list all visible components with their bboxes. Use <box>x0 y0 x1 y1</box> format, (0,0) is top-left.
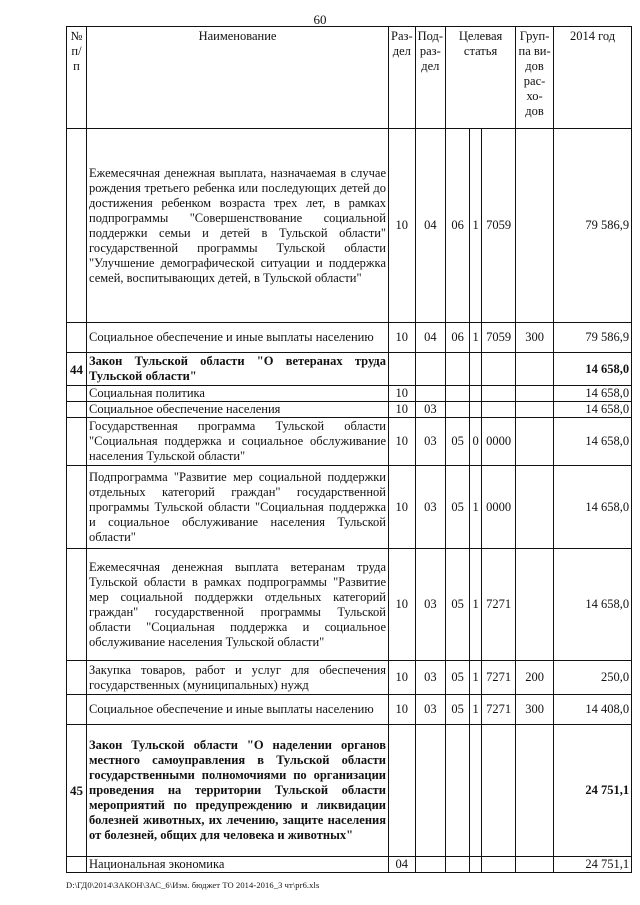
row-group <box>516 386 554 402</box>
row-num <box>67 857 87 873</box>
row-sum: 24 751,1 <box>554 725 632 857</box>
row-group <box>516 857 554 873</box>
row-sum: 79 586,9 <box>554 323 632 353</box>
header-group: Груп-па ви-дов рас-хо-дов <box>516 27 554 129</box>
page-number: 60 <box>313 12 327 27</box>
header-num: № п/п <box>67 27 87 129</box>
row-sum: 14 658,0 <box>554 353 632 386</box>
row-group <box>516 549 554 661</box>
row-name: Ежемесячная денежная выплата, назначаемая в случае рождения третьего ребенка или последующих детей до достижения ребенком возраста трех лет, в рамках подпрограммы "Совершенствование социальной поддержки семьи и детей в Тульской области" государственной программы Тульской области "Улучшение демографической ситуации и поддержка семей, воспитывающих детей, в Тульской области" <box>87 129 389 323</box>
table-row <box>67 857 632 873</box>
row-razdel: 10 <box>389 466 416 549</box>
row-name: Ежемесячная денежная выплата ветеранам труда Тульской области в рамках подпрограммы "Развитие мер социальной поддержки отдельных категорий граждан" государственной программы Тульской области "Социальная поддержка и социальное обслуживание населения Тульской области" <box>87 549 389 661</box>
row-num <box>67 418 87 466</box>
row-name: Подпрограмма "Развитие мер социальной поддержки отдельных категорий граждан" государственной программы Тульской области "Социальная поддержка и социальное обслуживание населения Тульской области" <box>87 466 389 549</box>
row-group <box>516 402 554 418</box>
row-target-direction <box>482 725 516 857</box>
row-razdel: 10 <box>389 549 416 661</box>
row-num <box>67 661 87 695</box>
row-razdel: 10 <box>389 129 416 323</box>
row-target-direction <box>482 857 516 873</box>
table-row <box>67 353 632 386</box>
row-podrazdel <box>415 386 445 402</box>
row-target-subprogram: 1 <box>470 129 482 323</box>
row-razdel: 10 <box>389 386 416 402</box>
row-target-program <box>446 386 470 402</box>
row-target-subprogram: 0 <box>470 418 482 466</box>
row-group <box>516 353 554 386</box>
row-target-subprogram <box>470 402 482 418</box>
row-target-program: 05 <box>446 549 470 661</box>
row-target-program: 05 <box>446 466 470 549</box>
row-podrazdel: 03 <box>415 402 445 418</box>
row-podrazdel: 03 <box>415 466 445 549</box>
table-row <box>67 129 632 323</box>
row-target-program: 05 <box>446 661 470 695</box>
row-target-program: 05 <box>446 695 470 725</box>
row-podrazdel <box>415 353 445 386</box>
table-row <box>67 695 632 725</box>
row-name: Закупка товаров, работ и услуг для обеспечения государственных (муниципальных) нужд <box>87 661 389 695</box>
row-podrazdel: 04 <box>415 129 445 323</box>
table-row <box>67 386 632 402</box>
row-target-subprogram: 1 <box>470 549 482 661</box>
row-num <box>67 323 87 353</box>
row-sum: 250,0 <box>554 661 632 695</box>
row-target-program <box>446 725 470 857</box>
row-target-direction: 7059 <box>482 129 516 323</box>
row-num <box>67 386 87 402</box>
row-podrazdel: 03 <box>415 695 445 725</box>
row-sum: 14 658,0 <box>554 466 632 549</box>
row-target-direction <box>482 402 516 418</box>
row-target-direction: 7271 <box>482 661 516 695</box>
row-num <box>67 549 87 661</box>
row-target-direction: 7271 <box>482 695 516 725</box>
row-name: Социальное обеспечение и иные выплаты населению <box>87 695 389 725</box>
row-target-subprogram <box>470 353 482 386</box>
row-podrazdel <box>415 857 445 873</box>
row-podrazdel: 04 <box>415 323 445 353</box>
row-sum: 14 658,0 <box>554 386 632 402</box>
row-num <box>67 402 87 418</box>
row-name: Закон Тульской области "О ветеранах труда Тульской области" <box>87 353 389 386</box>
table-row <box>67 661 632 695</box>
row-sum: 14 658,0 <box>554 549 632 661</box>
row-sum: 14 408,0 <box>554 695 632 725</box>
row-target-direction <box>482 353 516 386</box>
row-target-program <box>446 402 470 418</box>
row-target-direction: 7271 <box>482 549 516 661</box>
row-name: Социальная политика <box>87 386 389 402</box>
row-sum: 14 658,0 <box>554 402 632 418</box>
row-group: 300 <box>516 695 554 725</box>
row-name: Государственная программа Тульской области "Социальная поддержка и социальное обслуживание населения Тульской области" <box>87 418 389 466</box>
header-name: Наименование <box>87 27 389 129</box>
row-target-subprogram <box>470 725 482 857</box>
row-target-subprogram: 1 <box>470 695 482 725</box>
header-target: Целевая статья <box>446 27 516 129</box>
header-razdel: Раз-дел <box>389 27 416 129</box>
row-target-program: 06 <box>446 323 470 353</box>
row-podrazdel <box>415 725 445 857</box>
row-razdel: 10 <box>389 323 416 353</box>
row-sum: 14 658,0 <box>554 418 632 466</box>
row-name: Социальное обеспечение населения <box>87 402 389 418</box>
row-num: 44 <box>67 353 87 386</box>
row-razdel: 10 <box>389 418 416 466</box>
row-group <box>516 418 554 466</box>
table-row <box>67 466 632 549</box>
table-row <box>67 725 632 857</box>
row-group <box>516 466 554 549</box>
row-razdel: 04 <box>389 857 416 873</box>
row-target-direction <box>482 386 516 402</box>
row-group: 200 <box>516 661 554 695</box>
row-target-subprogram: 1 <box>470 323 482 353</box>
table-row <box>67 402 632 418</box>
row-num: 45 <box>67 725 87 857</box>
row-group <box>516 725 554 857</box>
row-target-subprogram <box>470 857 482 873</box>
row-target-direction: 7059 <box>482 323 516 353</box>
row-razdel: 10 <box>389 661 416 695</box>
row-podrazdel: 03 <box>415 661 445 695</box>
table-row <box>67 323 632 353</box>
row-razdel <box>389 353 416 386</box>
row-target-program <box>446 353 470 386</box>
row-target-direction: 0000 <box>482 466 516 549</box>
budget-table <box>66 26 632 873</box>
header-podrazdel: Под-раз-дел <box>415 27 445 129</box>
row-sum: 79 586,9 <box>554 129 632 323</box>
row-group <box>516 129 554 323</box>
row-razdel: 10 <box>389 695 416 725</box>
row-razdel <box>389 725 416 857</box>
header-row <box>67 27 632 129</box>
header-year: 2014 год <box>554 27 632 129</box>
row-target-subprogram: 1 <box>470 661 482 695</box>
row-name: Закон Тульской области "О наделении органов местного самоуправления в Тульской области государственными полномочиями по организации проведения на территории Тульской области мероприятий по предупреждению и ликвидации болезней животных, их лечению, защите населения от болезней, общих для человека и животных" <box>87 725 389 857</box>
row-target-subprogram: 1 <box>470 466 482 549</box>
row-num <box>67 695 87 725</box>
row-razdel: 10 <box>389 402 416 418</box>
row-group: 300 <box>516 323 554 353</box>
table-row <box>67 418 632 466</box>
row-target-program <box>446 857 470 873</box>
row-podrazdel: 03 <box>415 418 445 466</box>
file-path-footer: D:\ГД0\2014\ЗАКОН\ЗАС_6\Изм. бюджет ТО 2014-2016_3 чт\pr6.xls <box>66 880 320 890</box>
row-target-program: 05 <box>446 418 470 466</box>
row-target-subprogram <box>470 386 482 402</box>
row-target-direction: 0000 <box>482 418 516 466</box>
row-target-program: 06 <box>446 129 470 323</box>
row-name: Социальное обеспечение и иные выплаты населению <box>87 323 389 353</box>
table-row <box>67 549 632 661</box>
row-sum: 24 751,1 <box>554 857 632 873</box>
row-name: Национальная экономика <box>87 857 389 873</box>
row-podrazdel: 03 <box>415 549 445 661</box>
row-num <box>67 466 87 549</box>
row-num <box>67 129 87 323</box>
